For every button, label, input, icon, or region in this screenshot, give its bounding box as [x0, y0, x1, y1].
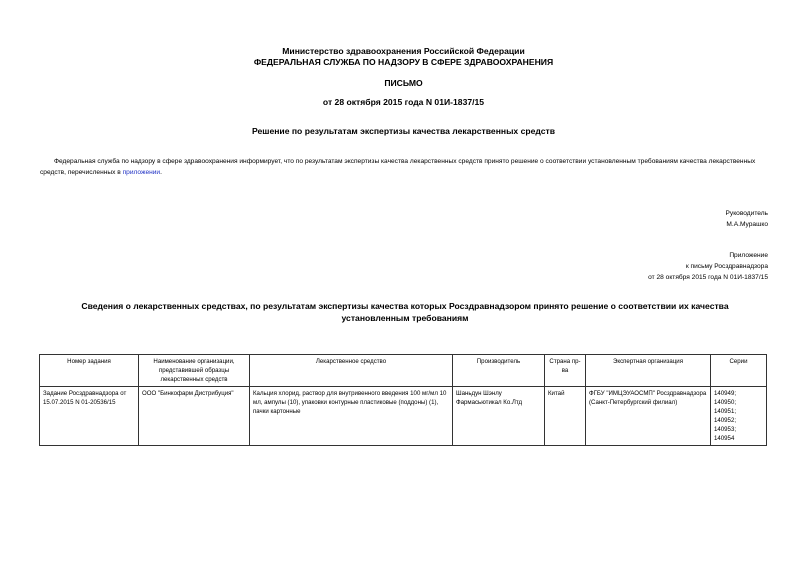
- appendix-title: Сведения о лекарственных средствах, по результатам экспертизы качества которых Росздравнадзором принято решение о соответствии их качества установленным требованиям: [81, 301, 729, 323]
- cell-manufacturer: Шаньдун Шэнлу Фармасьютикал Ко.Лтд: [453, 387, 545, 446]
- cell-country: Китай: [545, 387, 586, 446]
- intro-end: .: [160, 169, 162, 176]
- appendix-letter-ref: к письму Росздравнадзора: [685, 263, 768, 270]
- service-name: ФЕДЕРАЛЬНАЯ СЛУЖБА ПО НАДЗОРУ В СФЕРЕ ЗДРАВООХРАНЕНИЯ: [253, 57, 554, 67]
- series-item: 140950;: [714, 399, 737, 406]
- col-drug: Лекарственное средство: [250, 355, 453, 387]
- col-task-number: Номер задания: [40, 355, 139, 387]
- signature-name: М.А.Мурашко: [726, 221, 768, 228]
- col-manufacturer: Производитель: [453, 355, 545, 387]
- col-expert-org: Экспертная организация: [586, 355, 711, 387]
- series-item: 140952;: [714, 417, 737, 424]
- col-country: Страна пр-ва: [545, 355, 586, 387]
- series-item: 140951;: [714, 408, 737, 415]
- table-row: [40, 387, 767, 446]
- cell-task-number: Задание Росздравнадзора от 15.07.2015 N 01-20536/15: [40, 387, 139, 446]
- col-series: Серии: [711, 355, 767, 387]
- drugs-table: [39, 354, 767, 446]
- appendix-label: Приложение: [729, 252, 768, 259]
- series-item: 140954: [714, 435, 735, 442]
- intro-paragraph: [40, 156, 770, 178]
- intro-text: Федеральная служба по надзору в сфере здравоохранения информирует, что по результатам экспертизы качества лекарственных средств принято решение о соответствии установленным требованиям качества лекарственных средств, перечисленных в: [40, 158, 756, 176]
- appendix-link[interactable]: приложении: [122, 169, 161, 176]
- cell-series: [711, 387, 767, 446]
- series-item: 140949;: [714, 390, 737, 397]
- document-subject: Решение по результатам экспертизы качества лекарственных средств: [251, 126, 556, 136]
- table-header-row: [40, 355, 767, 387]
- appendix-date-ref: от 28 октября 2015 года N 01И-1837/15: [648, 274, 768, 281]
- document-type: ПИСЬМО: [384, 78, 423, 88]
- col-organization: Наименование организации, представившей образцы лекарственных средств: [139, 355, 250, 387]
- document-date-number: от 28 октября 2015 года N 01И-1837/15: [322, 97, 485, 107]
- series-item: 140953;: [714, 426, 737, 433]
- cell-drug: Кальция хлорид, раствор для внутривенного введения 100 мг/мл 10 мл, ампулы (10), упаковки контурные пластиковые (поддоны) (1), пачки картонные: [250, 387, 453, 446]
- cell-organization: ООО "Бинкофарм Дистрибуция": [139, 387, 250, 446]
- cell-expert-org: ФГБУ "ИМЦЭУАОСМП" Росздравнадзора (Санкт-Петербургский филиал): [586, 387, 711, 446]
- ministry-name: Министерство здравоохранения Российской Федерации: [282, 46, 525, 56]
- signature-title: Руководитель: [725, 210, 768, 217]
